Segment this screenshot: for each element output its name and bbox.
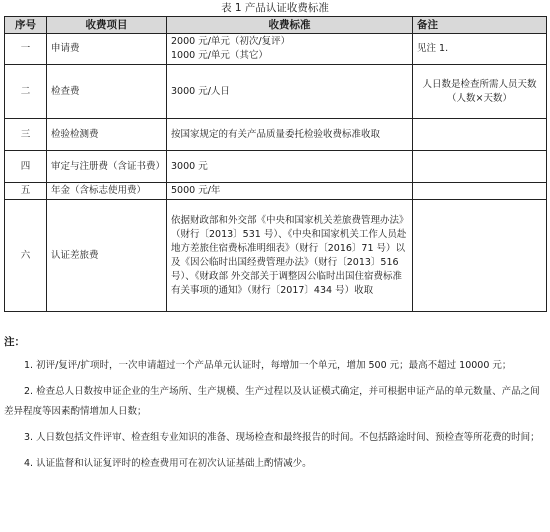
row-remark bbox=[413, 151, 547, 183]
row-item: 检查费 bbox=[47, 65, 167, 119]
row-no: 五 bbox=[5, 183, 47, 200]
row-remark bbox=[413, 200, 547, 312]
table-row bbox=[5, 200, 547, 312]
notes-section bbox=[4, 334, 544, 480]
row-no: 二 bbox=[5, 65, 47, 119]
row-item: 认证差旅费 bbox=[47, 200, 167, 312]
row-standard: 2000 元/单元（初次/复评） 1000 元/单元（其它） bbox=[167, 34, 413, 65]
table-row bbox=[5, 65, 547, 119]
header-no: 序号 bbox=[5, 17, 47, 34]
row-item: 审定与注册费（含证书费） bbox=[47, 151, 167, 183]
note-item: 2. 检查总人日数按申证企业的生产场所、生产规模、生产过程以及认证模式确定，并可根据申证产品的单元数量、产品之间差异程度等因素酌情增加人日数； bbox=[4, 386, 540, 417]
fee-table bbox=[4, 16, 547, 312]
row-no: 一 bbox=[5, 34, 47, 65]
row-no: 三 bbox=[5, 119, 47, 151]
note-item: 1. 初评/复评/扩项时，一次申请超过一个产品单元认证时，每增加一个单元，增加 500 元；最高不超过 10000 元； bbox=[24, 360, 512, 371]
row-remark: 见注 1. bbox=[413, 34, 547, 65]
note-item: 4. 认证监督和认证复评时的检查费用可在初次认证基础上酌情减少。 bbox=[24, 458, 312, 469]
table-title: 表 1 产品认证收费标准 bbox=[221, 2, 329, 14]
table-row bbox=[5, 151, 547, 183]
row-remark bbox=[413, 183, 547, 200]
row-item: 申请费 bbox=[47, 34, 167, 65]
row-remark bbox=[413, 119, 547, 151]
note-item: 3. 人日数包括文件评审、检查组专业知识的准备、现场检查和最终报告的时间。不包括路途时间、预检查等所花费的时间； bbox=[24, 432, 540, 443]
header-standard: 收费标准 bbox=[167, 17, 413, 34]
row-remark: 人日数是检查所需人员天数（人数×天数） bbox=[413, 65, 547, 119]
table-header-row bbox=[5, 17, 547, 34]
row-item: 年金（含标志使用费） bbox=[47, 183, 167, 200]
row-standard: 5000 元/年 bbox=[167, 183, 413, 200]
row-standard: 依据财政部和外交部《中央和国家机关差旅费管理办法》（财行〔2013〕531 号）、《中央和国家机关工作人员赴地方差旅住宿费标准明细表》（财行〔2016〕71 号）以及《因公临时出国经费管理办法》（财行〔2013〕516 号）、《财政部 外交部关于调整因公临时出国住宿费标准有关事项的通知》（财行〔2017〕434 号）收取 bbox=[167, 200, 413, 312]
row-no: 六 bbox=[5, 200, 47, 312]
header-remark: 备注 bbox=[413, 17, 547, 34]
row-no: 四 bbox=[5, 151, 47, 183]
row-standard: 3000 元/人日 bbox=[167, 65, 413, 119]
row-standard: 按国家规定的有关产品质量委托检验收费标准收取 bbox=[167, 119, 413, 151]
row-standard: 3000 元 bbox=[167, 151, 413, 183]
table-row bbox=[5, 119, 547, 151]
row-item: 检验检测费 bbox=[47, 119, 167, 151]
header-item: 收费项目 bbox=[47, 17, 167, 34]
notes-title: 注： bbox=[4, 336, 25, 348]
table-row bbox=[5, 34, 547, 65]
table-row bbox=[5, 183, 547, 200]
